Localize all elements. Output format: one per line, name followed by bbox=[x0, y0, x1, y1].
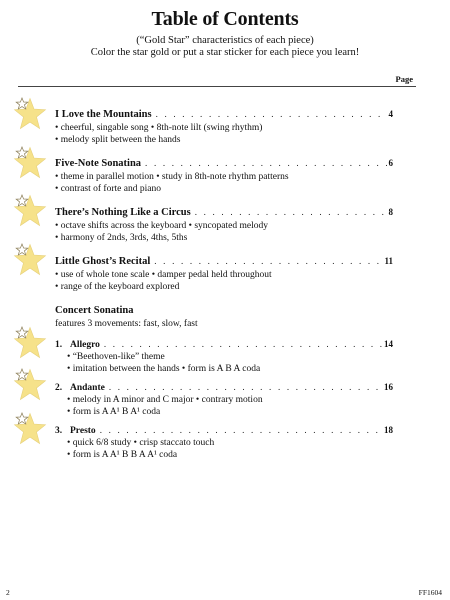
dot-leader bbox=[154, 256, 382, 266]
page-number: 16 bbox=[384, 382, 393, 392]
characteristic-line: • imitation between the hands • form is A B A coda bbox=[67, 363, 261, 374]
toc-row[interactable] bbox=[55, 207, 393, 218]
toc-entry bbox=[55, 207, 393, 244]
dot-leader bbox=[109, 382, 382, 392]
footer-code: FF1604 bbox=[418, 588, 442, 597]
characteristic-line: • form is A A¹ B A¹ coda bbox=[67, 406, 161, 417]
toc-entry bbox=[55, 109, 393, 146]
page-column-header: Page bbox=[395, 74, 413, 84]
characteristic-line: • use of whole tone scale • damper pedal held throughout bbox=[55, 270, 272, 280]
movement-entry bbox=[55, 425, 393, 461]
star-icon[interactable] bbox=[13, 194, 47, 228]
piece-title[interactable]: Five-Note Sonatina bbox=[55, 158, 142, 169]
concert-sonatina-title[interactable]: Concert Sonatina bbox=[55, 305, 134, 316]
movement-entry bbox=[55, 382, 393, 418]
subtitle-characteristics: (“Gold Star” characteristics of each piece) bbox=[136, 35, 314, 46]
dot-leader bbox=[100, 425, 382, 435]
toc-row[interactable] bbox=[55, 425, 393, 436]
toc-entry bbox=[55, 158, 393, 195]
piece-title[interactable]: I Love the Mountains bbox=[55, 109, 152, 120]
toc-row[interactable] bbox=[55, 339, 393, 350]
characteristic-line: • octave shifts across the keyboard • syncopated melody bbox=[55, 221, 268, 231]
toc-row[interactable] bbox=[55, 158, 393, 169]
star-icon[interactable] bbox=[13, 326, 47, 360]
movement-number: 2. bbox=[55, 383, 63, 393]
page-number: 6 bbox=[388, 158, 393, 168]
star-icon[interactable] bbox=[13, 243, 47, 277]
piece-title[interactable]: Little Ghost’s Recital bbox=[55, 256, 151, 267]
star-icon[interactable] bbox=[13, 97, 47, 131]
characteristic-line: • “Beethoven-like” theme bbox=[67, 352, 165, 362]
subtitle-instructions: Color the star gold or put a star sticker for each piece you learn! bbox=[90, 47, 360, 58]
movement-title[interactable]: Presto bbox=[70, 426, 96, 436]
movement-title[interactable]: Allegro bbox=[70, 340, 100, 350]
page-number: 4 bbox=[388, 109, 393, 119]
characteristic-line: • cheerful, singable song • 8th-note lilt (swing rhythm) bbox=[55, 123, 263, 133]
star-icon[interactable] bbox=[13, 412, 47, 446]
dot-leader bbox=[104, 339, 382, 349]
characteristic-line: • melody split between the hands bbox=[55, 134, 181, 145]
header-divider bbox=[18, 86, 416, 87]
toc-row[interactable] bbox=[55, 256, 393, 267]
toc-row[interactable] bbox=[55, 109, 393, 120]
characteristic-line: • harmony of 2nds, 3rds, 4ths, 5ths bbox=[55, 232, 188, 243]
movement-entry bbox=[55, 339, 393, 375]
movement-number: 1. bbox=[55, 340, 63, 350]
dot-leader bbox=[195, 207, 387, 217]
characteristic-line: • form is A A¹ B B A A¹ coda bbox=[67, 449, 178, 460]
dot-leader bbox=[145, 158, 386, 168]
characteristic-line: • quick 6/8 study • crisp staccato touch bbox=[67, 438, 215, 448]
characteristic-line: • melody in A minor and C major • contrary motion bbox=[67, 395, 263, 405]
movement-number: 3. bbox=[55, 426, 63, 436]
concert-sonatina-description: features 3 movements: fast, slow, fast bbox=[55, 319, 198, 329]
piece-title[interactable]: There’s Nothing Like a Circus bbox=[55, 207, 191, 218]
characteristic-line: • contrast of forte and piano bbox=[55, 183, 161, 194]
page-number: 8 bbox=[388, 207, 393, 217]
page-title: Table of Contents bbox=[151, 8, 299, 30]
toc-row[interactable] bbox=[55, 382, 393, 393]
toc-entry bbox=[55, 256, 393, 293]
page-number: 11 bbox=[384, 256, 393, 266]
star-icon[interactable] bbox=[13, 146, 47, 180]
star-icon[interactable] bbox=[13, 368, 47, 402]
dot-leader bbox=[156, 109, 387, 119]
page-number: 14 bbox=[384, 339, 393, 349]
characteristic-line: • range of the keyboard explored bbox=[55, 281, 180, 292]
movement-title[interactable]: Andante bbox=[70, 383, 105, 393]
characteristic-line: • theme in parallel motion • study in 8th-note rhythm patterns bbox=[55, 172, 289, 182]
page-number: 18 bbox=[384, 425, 393, 435]
footer-page-number: 2 bbox=[6, 588, 10, 597]
